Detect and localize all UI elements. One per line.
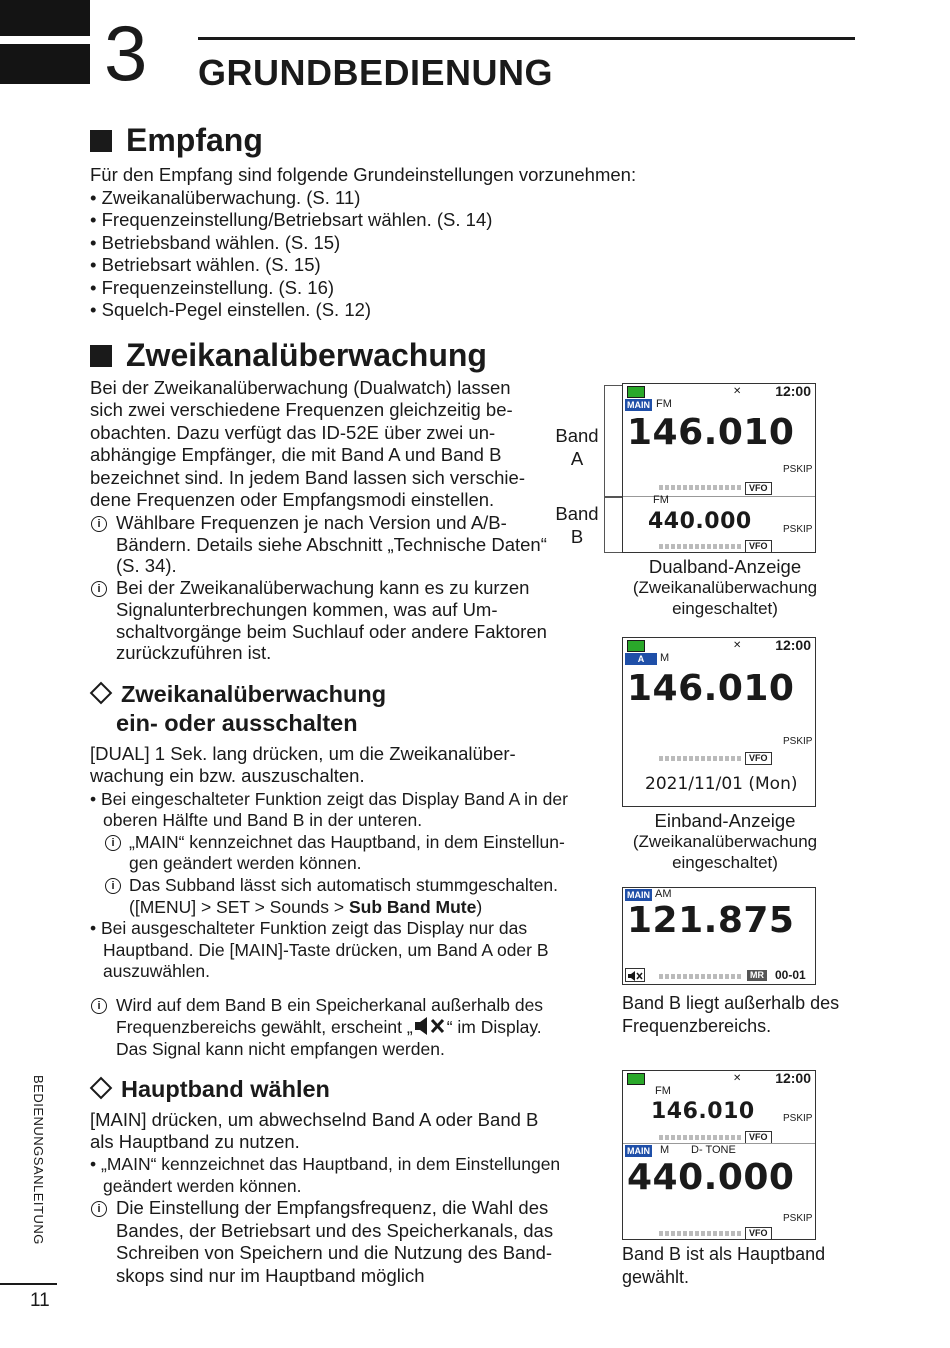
chapter-rule [198, 37, 855, 40]
lcd-bmain: ✕ 12:00 FM 146.010 PSKIP VFO MAIN M D- TONE 440.000 PSKIP VFO [622, 1070, 816, 1240]
freq-single: 146.010 [627, 668, 795, 709]
chapter-tab-bottom [0, 44, 90, 84]
signal-meter [659, 1231, 743, 1236]
main-badge: MAIN [627, 400, 650, 410]
mr-badge: MR [747, 970, 767, 981]
list-item: • Frequenzeinstellung. (S. 16) [90, 277, 335, 298]
freq-b: 440.000 [627, 1157, 795, 1198]
battery-icon [627, 386, 645, 398]
mute-box [625, 968, 645, 982]
subheading-onoff: Zweikanalüberwachung [90, 679, 386, 709]
signal-meter [659, 756, 743, 761]
chapter-number: 3 [104, 9, 148, 97]
battery-icon [627, 1073, 645, 1085]
speaker-mute-icon [626, 970, 644, 982]
speaker-mute-icon [413, 1016, 447, 1036]
diamond-icon [90, 1076, 113, 1099]
info-icon: i [91, 516, 107, 532]
page-number: 11 [30, 1290, 50, 1311]
subheading-hauptband: Hauptband wählen [90, 1074, 330, 1104]
signal-meter [659, 1135, 743, 1140]
info-icon: i [105, 878, 121, 894]
chapter-tab-top [0, 0, 90, 36]
diamond-icon [90, 681, 113, 704]
date-display: 2021/11/01 (Mon) [645, 774, 798, 794]
freq-a: 146.010 [651, 1099, 755, 1124]
empfang-intro: Für den Empfang sind folgende Grundeinstellungen vorzunehmen: [90, 164, 637, 185]
list-item: • Zweikanalüberwachung. (S. 11) [90, 187, 361, 208]
subheading-onoff-line2: ein- oder ausschalten [116, 710, 358, 736]
caption-bmain: Band B ist als Hauptband gewählt. [622, 1244, 826, 1287]
caption-outofrange: Band B liegt außerhalb des Frequenzbereichs. [622, 993, 840, 1036]
caption-single: Einband-Anzeige (Zweikanalüberwachung eingeschaltet) [632, 810, 818, 872]
chapter-title: GRUNDBEDIENUNG [198, 52, 554, 93]
vertical-label: BEDIENUNGSANLEITUNG [31, 1075, 46, 1245]
channel-number: 00-01 [775, 968, 806, 982]
gps-icon: ✕ [733, 386, 742, 397]
list-item: • Frequenzeinstellung/Betriebsart wählen. (S. 14) [90, 209, 493, 230]
list-item: • Bei ausgeschalteter Funktion zeigt das Display nur das [90, 918, 528, 938]
band-bracket [604, 497, 623, 553]
info-icon: i [91, 581, 107, 597]
lcd-dual: ✕ 12:00 MAIN FM 146.010 PSKIP VFO FM 440.000 PSKIP VFO [622, 383, 816, 553]
list-item: • Squelch-Pegel einstellen. (S. 12) [90, 299, 372, 320]
freq-b: 440.000 [648, 509, 752, 534]
info-icon: i [91, 1201, 107, 1217]
signal-meter [659, 485, 743, 490]
square-bullet-icon [90, 130, 112, 152]
signal-meter [659, 974, 743, 979]
lcd-single: ✕ 12:00 A M 146.010 PSKIP VFO 2021/11/01 (Mon) [622, 637, 816, 807]
main-badge: MAIN [627, 1146, 650, 1156]
caption-dual: Dualband-Anzeige (Zweikanalüberwachung eingeschaltet) [632, 556, 818, 618]
main-badge: MAIN [627, 890, 650, 900]
heading-empfang: Empfang [90, 122, 263, 159]
lcd-divider [623, 496, 815, 497]
sidebar-rule [0, 1283, 57, 1285]
lcd-outofrange: MAIN AM 121.875 MR 00-01 [622, 887, 816, 985]
info-icon: i [91, 998, 107, 1014]
info-icon: i [105, 835, 121, 851]
list-item: • Betriebsart wählen. (S. 15) [90, 254, 321, 275]
band-a-label: Band A [555, 425, 599, 469]
battery-icon [627, 640, 645, 652]
list-item: • Bei eingeschalteter Funktion zeigt das Display Band A in der [90, 789, 568, 809]
gps-icon: ✕ [733, 1073, 742, 1084]
band-a-badge: A [625, 653, 657, 665]
heading-zweikanal: Zweikanalüberwachung [90, 337, 487, 374]
gps-icon: ✕ [733, 640, 742, 651]
list-item: • Betriebsband wählen. (S. 15) [90, 232, 341, 253]
signal-meter [659, 544, 743, 549]
freq-a: 146.010 [627, 412, 795, 453]
square-bullet-icon [90, 345, 112, 367]
band-b-label: Band B [555, 503, 599, 547]
freq-outofrange: 121.875 [627, 900, 795, 941]
band-bracket [604, 385, 623, 497]
list-item: • „MAIN“ kennzeichnet das Hauptband, in dem Einstellungen [90, 1154, 561, 1174]
